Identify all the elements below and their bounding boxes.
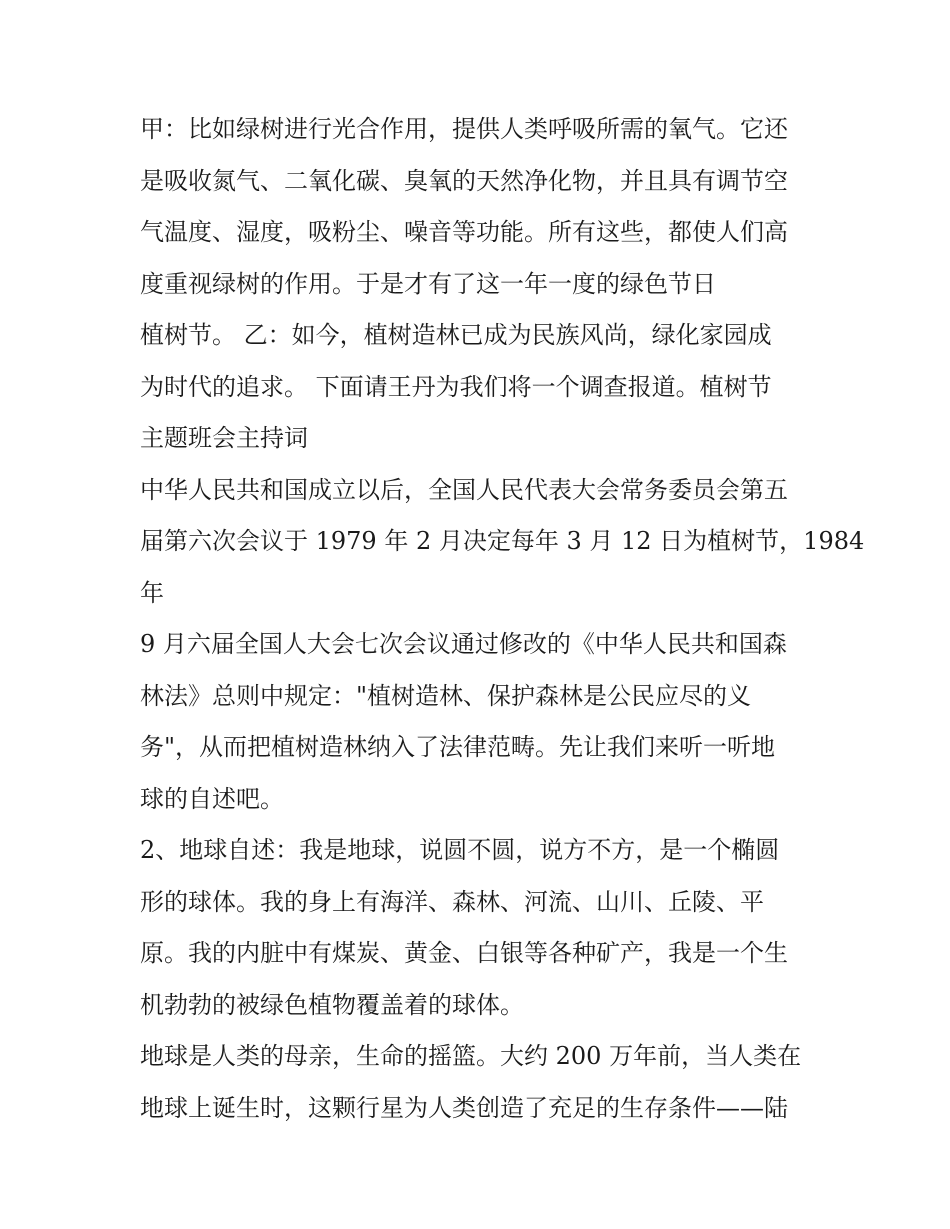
section-title: 主题班会主持词: [140, 424, 308, 452]
text-line: 度重视绿树的作用。于是才有了这一年一度的绿色节日: [140, 269, 716, 298]
text-line: 球的自述吧。: [140, 784, 284, 813]
text-line: 年: [140, 578, 164, 607]
text-line: 2、地球自述：我是地球，说圆不圆，说方不方，是一个椭圆: [140, 836, 780, 864]
document-page: [140, 104, 865, 1134]
text-line: 机勃勃的被绿色植物覆盖着的球体。: [140, 990, 524, 1019]
text-line: 届第六次会议于 1979 年 2 月决定每年 3 月 12 日为植树节，1984: [140, 527, 865, 555]
text-line: 地球是人类的母亲，生命的摇篮。大约 200 万年前，当人类在: [140, 1042, 802, 1070]
text-line: 原。我的内脏中有煤炭、黄金、白银等各种矿产，我是一个生: [140, 939, 788, 967]
text-line: 地球上诞生时，这颗行星为人类创造了充足的生存条件——陆: [140, 1093, 788, 1122]
text-line: 务"，从而把植树造林纳入了法律范畴。先让我们来听一听地: [140, 733, 776, 761]
text-line: 形的球体。我的身上有海洋、森林、河流、山川、丘陵、平: [140, 887, 764, 916]
text-line: 为时代的追求。 下面请王丹为我们将一个调查报道。植树节: [140, 372, 772, 401]
text-line: 中华人民共和国成立以后，全国人民代表大会常务委员会第五: [140, 475, 788, 504]
text-line: 甲：比如绿树进行光合作用，提供人类呼吸所需的氧气。它还: [140, 115, 788, 143]
text-line: 林法》总则中规定："植树造林、保护森林是公民应尽的义: [140, 681, 752, 710]
text-line: 9 月六届全国人大会七次会议通过修改的《中华人民共和国森: [140, 630, 787, 658]
text-line: 植树节。 乙：如今，植树造林已成为民族风尚，绿化家园成: [140, 321, 772, 349]
text-line: 气温度、湿度，吸粉尘、噪音等功能。所有这些，都使人们高: [140, 218, 788, 246]
text-line: 是吸收氮气、二氧化碳、臭氧的天然净化物，并且具有调节空: [140, 166, 788, 195]
